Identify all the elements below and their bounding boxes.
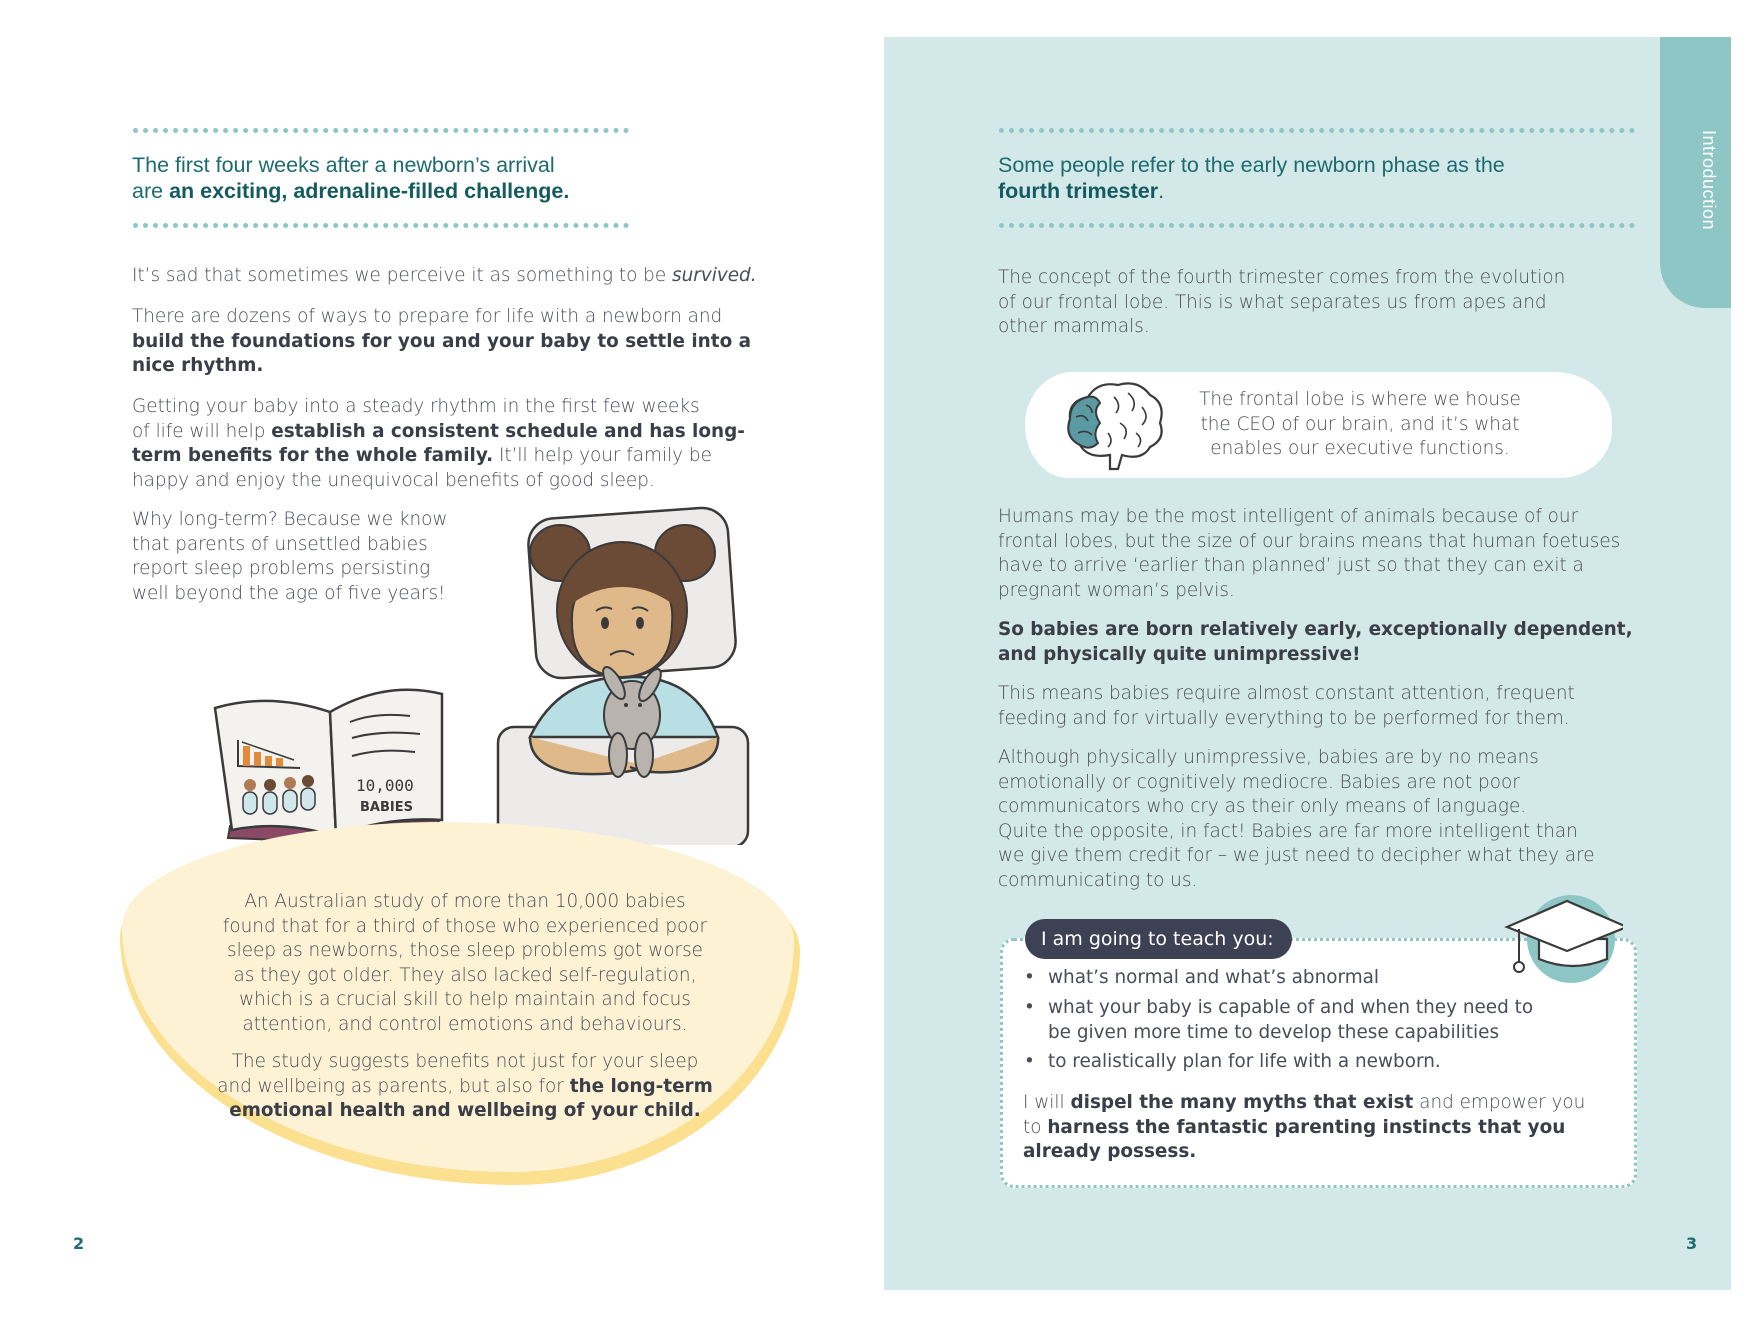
bold-line: and physically quite unimpressive!: [998, 643, 1361, 665]
child-in-bed-illustration: [490, 505, 750, 845]
bold-text: dispel the many myths that exist: [1070, 1092, 1414, 1113]
text-line: enables our executive functions.: [1210, 438, 1510, 459]
bold-line: build the foundations for you and your baby to settle into a: [132, 330, 752, 352]
text-line: Although physically unimpressive, babies are by no means: [998, 747, 1539, 768]
bullet-text: what your baby is capable of and when they need to: [1048, 997, 1534, 1018]
text-line: attention, and control emotions and behaviours.: [242, 1013, 688, 1035]
brain-icon: [1058, 377, 1168, 473]
left-paragraph-1: [132, 264, 792, 289]
bullet-text: what’s normal and what’s abnormal: [1048, 967, 1380, 988]
text-line: Quite the opposite, in fact! Babies are far more intelligent than: [998, 820, 1578, 842]
book-number: 10,000: [356, 776, 414, 795]
bold-text: harness the fantastic parenting instincts that you: [1047, 1116, 1566, 1138]
text: to: [1023, 1116, 1048, 1138]
left-heading-line: The first four weeks after a newborn’s arrival: [132, 153, 555, 177]
text-line: report sleep problems persisting: [132, 558, 431, 579]
text-line: This means babies require almost constant attention, frequent: [998, 683, 1575, 704]
text-line: Why long-term? Because we know: [132, 509, 448, 530]
text: and wellbeing as parents, but also for: [217, 1075, 570, 1097]
bold-text: the long-term: [569, 1075, 713, 1097]
right-paragraph-3: [998, 618, 1658, 667]
section-tab-label: Introduction: [1699, 130, 1719, 231]
text: I will: [1023, 1092, 1071, 1113]
text-line: happy and enjoy the unequivocal benefits of good sleep.: [132, 469, 655, 491]
text-line: we give them credit for – we just need to decipher what they are: [998, 845, 1595, 866]
heading-divider-bottom: [133, 223, 629, 228]
page-number-left: 2: [73, 1234, 85, 1253]
text-line: other mammals.: [998, 316, 1150, 337]
teach-closing: [1023, 1091, 1623, 1165]
bold-text: establish a consistent schedule and has long-: [271, 420, 745, 442]
bold-text: emotional health and wellbeing of your child.: [229, 1100, 701, 1121]
text-line: communicating to us.: [998, 869, 1198, 891]
bold-text: already possess.: [1023, 1141, 1197, 1162]
left-heading-bold: an exciting, adrenaline-filled challenge.: [169, 179, 570, 203]
text-line: feeding and for virtually everything to be performed for them.: [998, 707, 1570, 729]
italic-text: survived.: [672, 265, 757, 286]
text-line: found that for a third of those who experienced poor: [222, 915, 708, 937]
bullet-text: to realistically plan for life with a newborn.: [1048, 1051, 1441, 1072]
right-paragraph-2: [998, 505, 1658, 603]
heading-line: Some people refer to the early newborn phase as the: [998, 153, 1505, 177]
text-line: have to arrive ‘earlier than planned’ just so that they can exit a: [998, 555, 1584, 576]
text-line: well beyond the age of five years!: [132, 582, 446, 604]
callout-text: [1175, 388, 1545, 462]
teach-bullet-1: [1024, 966, 1608, 991]
left-heading: [132, 152, 672, 204]
study-conclusion: [170, 1050, 760, 1124]
bold-line: nice rhythm.: [132, 355, 264, 376]
bold-line: So babies are born relatively early, exceptionally dependent,: [998, 619, 1633, 640]
text: of life will help: [132, 420, 272, 442]
text-line: communicators who cry as their only means of language.: [998, 796, 1527, 817]
text-line: The concept of the fourth trimester comes from the evolution: [998, 267, 1566, 288]
left-heading-plain: are: [132, 179, 170, 203]
right-heading-divider-bottom: [999, 223, 1635, 228]
text-line: as they got older. They also lacked self-regulation,: [233, 964, 697, 986]
text-line: pregnant woman’s pelvis.: [998, 579, 1235, 601]
text-line: The study suggests benefits not just for your sleep: [231, 1051, 699, 1072]
text-line: sleep as newborns, those sleep problems got worse: [227, 940, 703, 961]
heading-divider-top: [133, 128, 629, 133]
text: It’ll help your family be: [493, 445, 712, 466]
bullet-mark: •: [1024, 1051, 1035, 1072]
book-label: BABIES: [360, 800, 413, 815]
text-line: The frontal lobe is where we house: [1199, 389, 1521, 410]
page-number-right: 3: [1686, 1234, 1698, 1253]
right-paragraph-4: [998, 682, 1658, 731]
teach-bullet-3: [1024, 1050, 1608, 1075]
bullet-text: be given more time to develop these capabilities: [1048, 1021, 1500, 1043]
text-line: that parents of unsettled babies: [132, 533, 428, 555]
heading-punct: .: [1158, 179, 1165, 203]
right-paragraph-5: [998, 746, 1658, 893]
right-paragraph-1: [998, 266, 1638, 340]
left-paragraph-2: [132, 305, 792, 379]
left-paragraph-4: [132, 508, 492, 606]
left-paragraph-3: [132, 395, 792, 493]
bullet-mark: •: [1024, 997, 1035, 1018]
teach-title: I am going to teach you:: [1025, 919, 1292, 959]
heading-bold: fourth trimester: [998, 179, 1159, 203]
text-line: Humans may be the most intelligent of animals because of our: [998, 506, 1579, 527]
teach-bullet-2: [1024, 996, 1608, 1045]
right-heading-divider-top: [999, 128, 1635, 133]
text-line: Getting your baby into a steady rhythm in the first few weeks: [132, 396, 700, 417]
text-line: There are dozens of ways to prepare for life with a newborn and: [132, 306, 723, 327]
text-line: which is a crucial skill to help maintain and focus: [239, 989, 691, 1010]
study-paragraph: [170, 890, 760, 1037]
bold-text: term benefits for the whole family.: [132, 445, 494, 466]
text-line: the CEO of our brain, and it’s what: [1200, 413, 1520, 435]
text: and empower you: [1413, 1092, 1586, 1113]
right-heading: [998, 152, 1638, 204]
text-line: An Australian study of more than 10,000 babies: [244, 891, 686, 912]
bullet-mark: •: [1024, 967, 1035, 988]
text: It’s sad that sometimes we perceive it as something to be: [132, 265, 673, 286]
text-line: of our frontal lobe. This is what separates us from apes and: [998, 291, 1547, 313]
text-line: emotionally or cognitively mediocre. Babies are not poor: [998, 771, 1520, 793]
text-line: frontal lobes, but the size of our brains means that human foetuses: [998, 530, 1621, 552]
